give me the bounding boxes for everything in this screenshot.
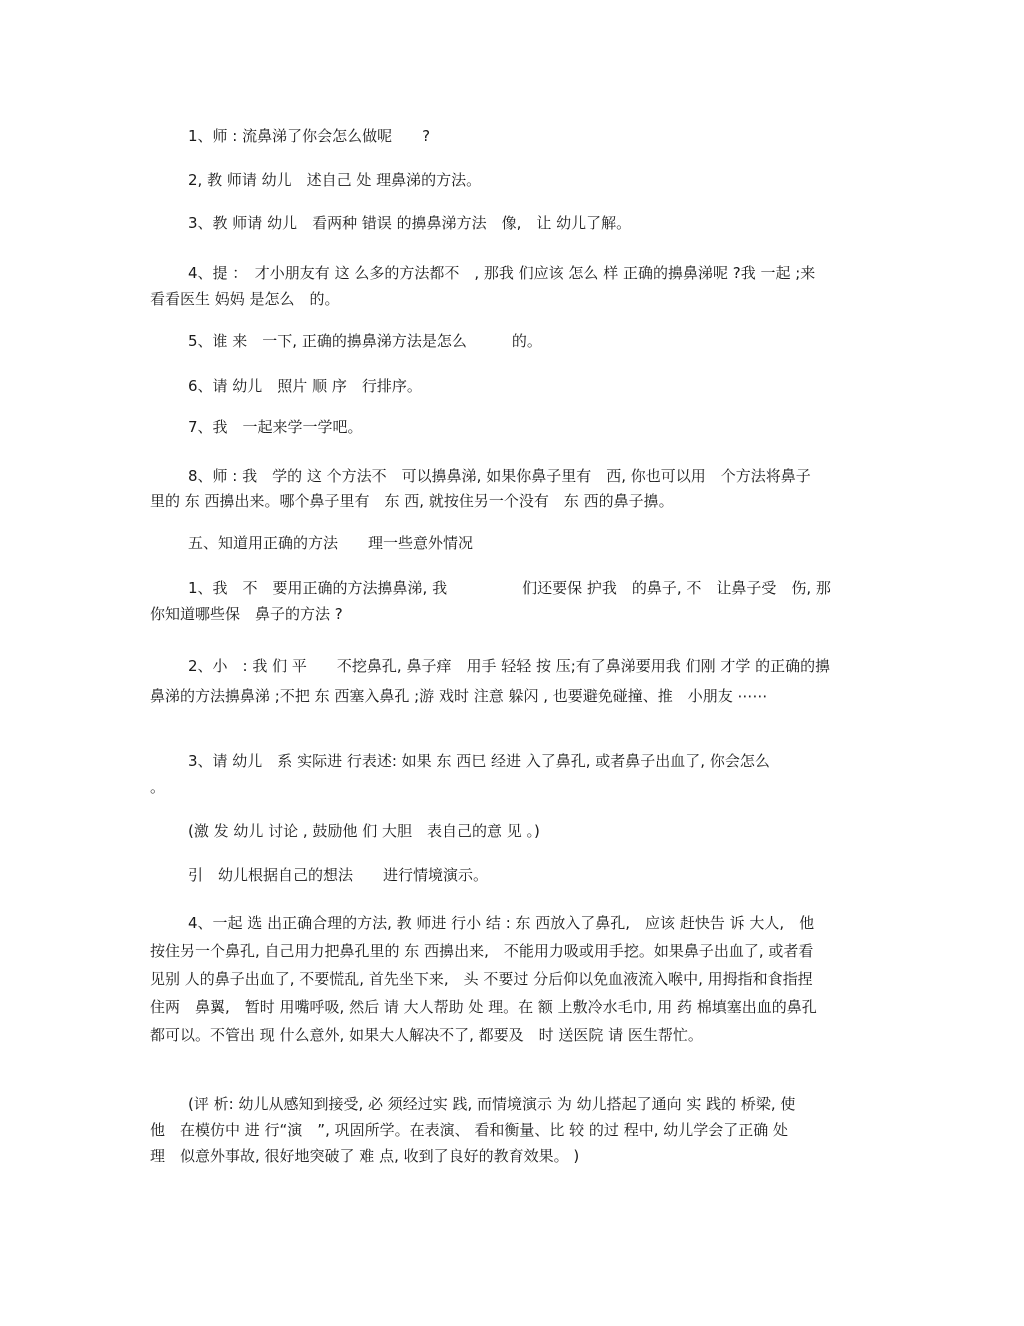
list-item-step-7: 7、我 一起来学一学吧。 bbox=[188, 418, 363, 436]
list-item-protect-2: 2、小 : 我 们 平 不挖鼻孔, 鼻子痒 用手 轻轻 按 压;有了鼻涕要用我 们刚 才学 的正确的擤 bbox=[188, 657, 831, 675]
section-heading-five: 五、知道用正确的方法 理一些意外情况 bbox=[188, 534, 474, 552]
list-item-step-6: 6、请 幼儿 照片 顺 序 行排序。 bbox=[188, 377, 422, 395]
list-item-protect-2-continued: 鼻涕的方法擤鼻涕 ;不把 东 西塞入鼻孔 ;游 戏时 注意 躲闪 , 也要避免碰撞、推 小朋友 ⋯⋯ bbox=[150, 687, 768, 705]
commentary-line-2: 他 在模仿中 进 行“演 ”, 巩固所学。在表演、 看和衡量、比 较 的过 程中, 幼儿学会了正确 处 bbox=[150, 1121, 788, 1139]
paragraph-guide: 引 幼儿根据自己的想法 进行情境演示。 bbox=[188, 866, 489, 884]
list-item-protect-3-continued: 。 bbox=[150, 778, 166, 796]
list-item-protect-3: 3、请 幼儿 系 实际进 行表述: 如果 东 西巳 经进 入了鼻孔, 或者鼻子出血了, 你会怎么 bbox=[188, 752, 770, 770]
summary-line-5: 都可以。不管出 现 什么意外, 如果大人解决不了, 都要及 时 送医院 请 医生帮忙。 bbox=[150, 1026, 703, 1044]
list-item-step-4-continued: 看看医生 妈妈 是怎么 的。 bbox=[150, 290, 340, 308]
commentary-line-1: (评 析: 幼儿从感知到接受, 必 须经过实 践, 而情境演示 为 幼儿搭起了通向 实 践的 桥梁, 使 bbox=[188, 1095, 796, 1113]
list-item-protect-1: 1、我 不 要用正确的方法擤鼻涕, 我 们还要保 护我 的鼻子, 不 让鼻子受 伤, 那 bbox=[188, 579, 831, 597]
summary-line-4: 住两 鼻翼, 暂时 用嘴呼吸, 然后 请 大人帮助 处 理。在 额 上敷冷水毛巾, 用 药 棉填塞出血的鼻孔 bbox=[150, 998, 817, 1016]
list-item-protect-1-continued: 你知道哪些保 鼻子的方法 ? bbox=[150, 605, 343, 623]
commentary-line-3: 理 似意外事故, 很好地突破了 难 点, 收到了良好的教育效果。 ) bbox=[150, 1147, 580, 1165]
list-item-step-3: 3、教 师请 幼儿 看两种 错误 的擤鼻涕方法 像, 让 幼儿了解。 bbox=[188, 214, 632, 232]
summary-line-3: 见别 人的鼻子出血了, 不要慌乱, 首先坐下来, 头 不要过 分后仰以免血液流入喉中, 用拇指和食指捏 bbox=[150, 970, 813, 988]
list-item-step-8-continued: 里的 东 西擤出来。哪个鼻子里有 东 西, 就按住另一个没有 东 西的鼻子擤。 bbox=[150, 492, 674, 510]
list-item-step-5: 5、谁 来 一下, 正确的擤鼻涕方法是怎么 的。 bbox=[188, 332, 542, 350]
list-item-question-1: 1、师 : 流鼻涕了你会怎么做呢 ? bbox=[188, 127, 431, 145]
list-item-step-4: 4、提 ： 才小朋友有 这 么多的方法都不 , 那我 们应该 怎么 样 正确的擤鼻涕呢 ?我 一起 ;来 bbox=[188, 264, 816, 282]
note-discussion: (激 发 幼儿 讨论 , 鼓励他 们 大胆 表自己的意 见 。) bbox=[188, 822, 540, 840]
list-item-step-2: 2, 教 师请 幼儿 述自己 处 理鼻涕的方法。 bbox=[188, 171, 482, 189]
summary-line-2: 按住另一个鼻孔, 自己用力把鼻孔里的 东 西擤出来, 不能用力吸或用手挖。如果鼻子出血了, 或者看 bbox=[150, 942, 814, 960]
list-item-summary-4: 4、一起 选 出正确合理的方法, 教 师进 行小 结 : 东 西放入了鼻孔, 应该 赶快告 诉 大人, 他 bbox=[188, 914, 815, 932]
list-item-step-8: 8、师 : 我 学的 这 个方法不 可以擤鼻涕, 如果你鼻子里有 西, 你也可以用 个方法将鼻子 bbox=[188, 467, 811, 485]
